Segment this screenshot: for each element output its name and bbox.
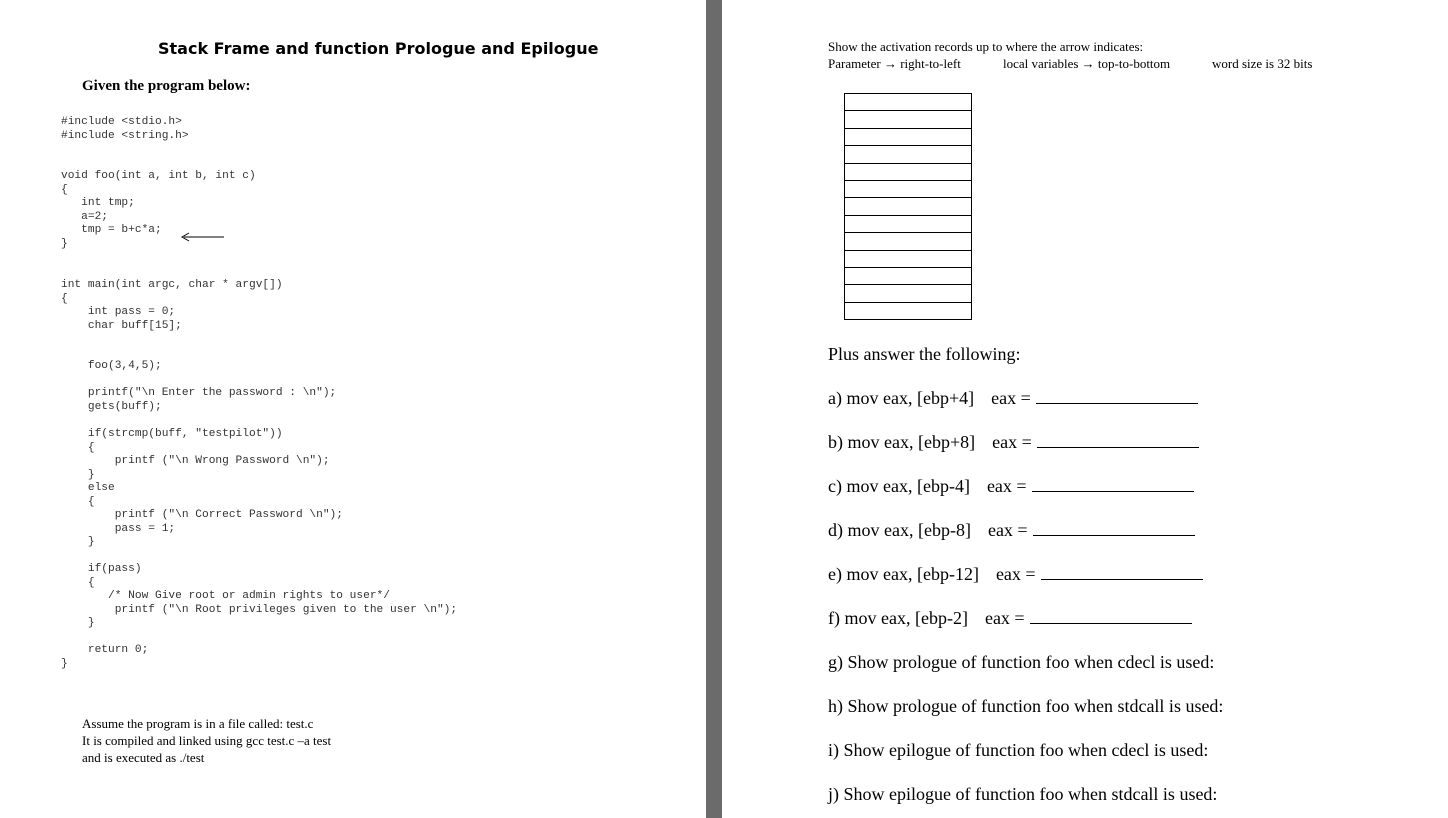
eax-label: eax = [987,520,1028,540]
parameter-order: Parameter → right-to-left [828,56,961,71]
activation-record-table [844,93,972,320]
task-h: h) Show prologue of function foo when stdcall is used: [828,696,1224,716]
page-title: Stack Frame and function Prologue and Epilogue [158,39,599,58]
code-line: } [61,469,95,481]
stack-row [845,267,972,284]
stack-row [845,285,972,302]
stack-row [845,233,972,250]
stack-cell[interactable] [845,233,972,250]
stack-row [845,198,972,215]
code-line: #include <string.h> [61,130,189,142]
assumption-line: It is compiled and linked using gcc test.c –a test [82,733,332,748]
stack-row [845,163,972,180]
code-line: printf ("\n Root privileges given to the user \n"); [61,604,458,616]
code-line: gets(buff); [61,401,162,413]
question-d [828,520,1195,541]
task-i: i) Show epilogue of function foo when cdecl is used: [828,740,1209,760]
stack-cell[interactable] [845,267,972,284]
stack-cell[interactable] [845,128,972,145]
question-e [828,564,1203,585]
question-f [828,608,1192,629]
answer-blank[interactable] [1037,432,1199,448]
code-line: /* Now Give root or admin rights to user*/ [61,590,390,602]
eax-label: eax = [991,388,1031,408]
plus-heading: Plus answer the following: [828,344,1021,364]
question-text: e) mov eax, [ebp-12] [828,564,979,584]
code-line: int pass = 0; [61,306,176,318]
question-b [828,432,1199,453]
eax-label: eax = [992,432,1032,452]
code-line: char buff[15]; [61,320,182,332]
stack-cell[interactable] [845,111,972,128]
stack-row [845,180,972,197]
stack-cell[interactable] [845,198,972,215]
code-line: { [61,496,95,508]
code-line: { [61,184,68,196]
code-line: return 0; [61,644,149,656]
code-line: a=2; [61,211,108,223]
code-line: pass = 1; [61,523,176,535]
code-line: } [61,658,68,670]
eax-label: eax = [995,564,1036,584]
question-a [828,388,1198,409]
task-j: j) Show epilogue of function foo when stdcall is used: [828,784,1218,804]
code-line: int main(int argc, char * argv[]) [61,279,283,291]
stack-row [845,302,972,319]
assumption-line: and is executed as ./test [82,750,205,765]
stack-row [845,146,972,163]
stack-cell[interactable] [845,180,972,197]
local-order: local variables → top-to-bottom [1003,56,1171,71]
code-line: tmp = b+c*a; [61,224,162,236]
code-line: } [61,536,95,548]
eax-label: eax = [986,476,1027,496]
question-text: c) mov eax, [ebp-4] [828,476,970,496]
stack-row [845,94,972,111]
code-line: else [61,482,115,494]
code-line: void foo(int a, int b, int c) [61,170,256,182]
stack-cell[interactable] [845,146,972,163]
stack-row [845,215,972,232]
question-text: b) mov eax, [ebp+8] [828,432,976,452]
arrow-indicator-icon [180,232,224,242]
code-line: { [61,442,95,454]
answer-blank[interactable] [1032,476,1194,492]
word-size: word size is 32 bits [1212,56,1313,71]
assumption-line: Assume the program is in a file called: test.c [82,716,314,731]
code-line: { [61,293,68,305]
question-text: f) mov eax, [ebp-2] [828,608,968,628]
code-line: if(strcmp(buff, "testpilot")) [61,428,283,440]
code-line: int tmp; [61,197,135,209]
question-text: a) mov eax, [ebp+4] [828,388,975,408]
stack-cell[interactable] [845,163,972,180]
stack-row [845,250,972,267]
task-g: g) Show prologue of function foo when cdecl is used: [828,652,1215,672]
stack-cell[interactable] [845,302,972,319]
code-line: printf ("\n Wrong Password \n"); [61,455,330,467]
code-line: if(pass) [61,563,142,575]
stack-cell[interactable] [845,250,972,267]
assumption-notes [82,715,331,766]
question-c [828,476,1194,497]
stack-cell[interactable] [845,215,972,232]
code-line: foo(3,4,5); [61,360,162,372]
code-line: #include <stdio.h> [61,116,182,128]
answer-blank[interactable] [1041,564,1203,580]
code-line: printf ("\n Correct Password \n"); [61,509,343,521]
instruction-line: Show the activation records up to where the arrow indicates: [828,39,1144,54]
code-line: } [61,617,95,629]
stack-row [845,128,972,145]
code-line: { [61,577,95,589]
eax-label: eax = [984,608,1025,628]
answer-blank[interactable] [1030,608,1192,624]
question-text: d) mov eax, [ebp-8] [828,520,971,540]
given-heading: Given the program below: [82,78,251,94]
code-line: } [61,238,68,250]
code-line: printf("\n Enter the password : \n"); [61,387,337,399]
stack-row [845,111,972,128]
stack-cell[interactable] [845,94,972,111]
answer-blank[interactable] [1033,520,1195,536]
answer-blank[interactable] [1036,388,1198,404]
page-divider [706,0,722,818]
stack-cell[interactable] [845,285,972,302]
